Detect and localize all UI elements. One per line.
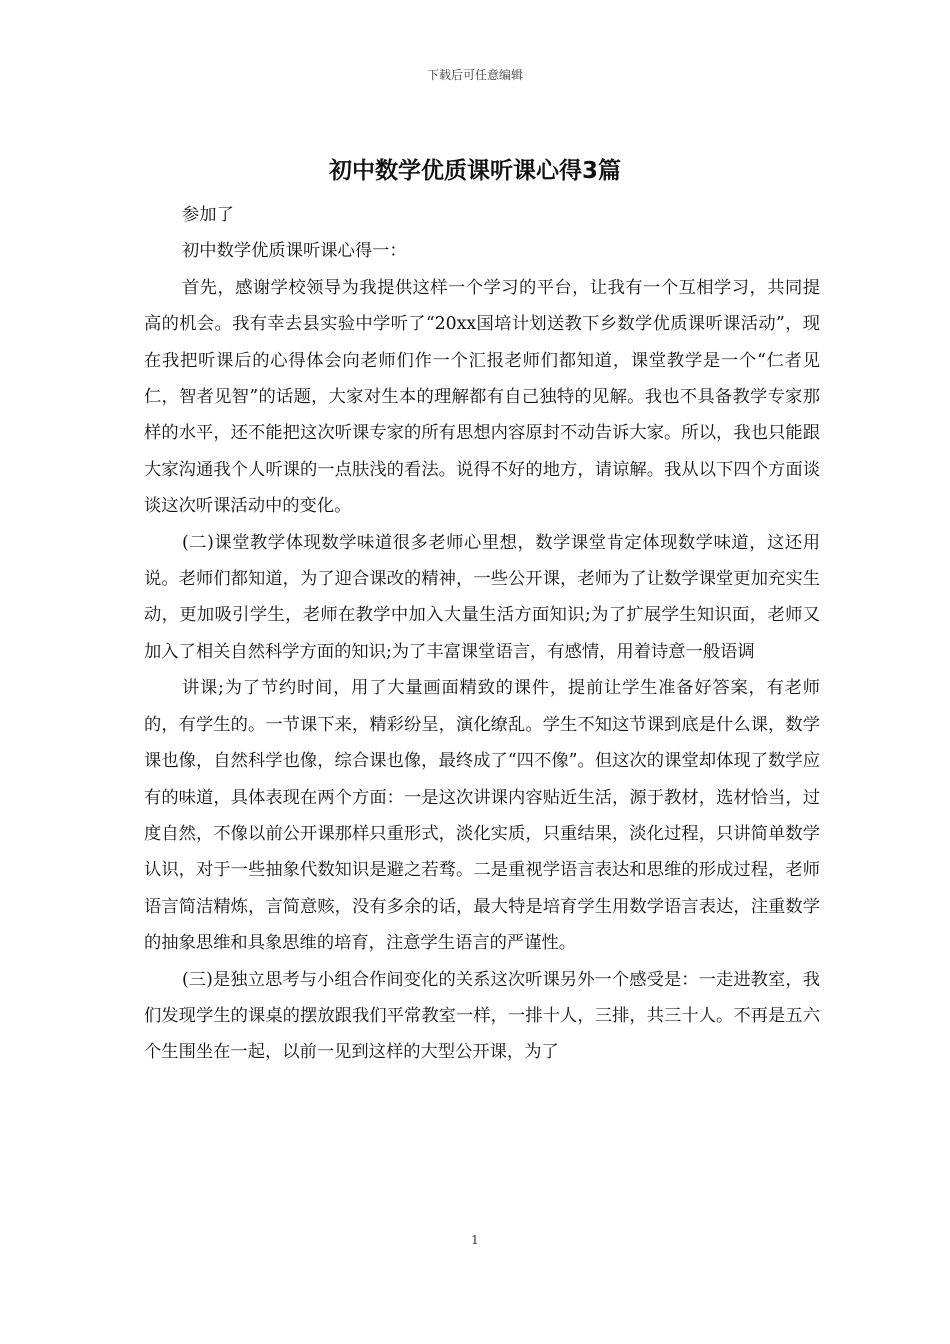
- document-body: [144, 197, 820, 1071]
- document-title: 初中数学优质课听课心得3篇: [328, 158, 621, 184]
- paragraph-intro: 参加了: [182, 205, 234, 225]
- paragraph-opening: 首先，感谢学校领导为我提供这样一个学习的平台，让我有一个互相学习，共同提高的机会。我有幸去县实验中学听了“20xx国培计划送教下乡数学优质课听课活动”，现在我把听课后的心得体会向老师们作一个汇报老师们都知道，课堂教学是一个“仁者见仁，智者见智”的话题，大家对生本的理解都有自己独特的见解。我也不具备教学专家那样的水平，还不能把这次听课专家的所有思想内容原封不动告诉大家。所以，我也只能跟大家沟通我个人听课的一点肤浅的看法。说得不好的地方，请谅解。我从以下四个方面谈谈这次听课活动中的变化。: [144, 277, 820, 517]
- paragraph-part-two: (二)课堂教学体现数学味道很多老师心里想，数学课堂肯定体现数学味道，这还用说。老师们都知道，为了迎合课改的精神，一些公开课，老师为了让数学课堂更加充实生动，更加吸引学生，老师在教学中加入大量生活方面知识;为了扩展学生知识面，老师又加入了相关自然科学方面的知识;为了丰富课堂语言，有感情，用着诗意一般语调: [144, 532, 820, 662]
- paragraph-part-three: (三)是独立思考与小组合作间变化的关系这次听课另外一个感受是：一走进教室，我们发现学生的课桌的摆放跟我们平常教室一样，一排十人，三排，共三十人。不再是五六个生围坐在一起，以前一见到这样的大型公开课，为了: [144, 969, 820, 1063]
- paragraph-section-heading: 初中数学优质课听课心得一：: [182, 241, 407, 262]
- page-number: 1: [471, 1233, 479, 1247]
- paragraph-part-two-continued: 讲课;为了节约时间，用了大量画面精致的课件，提前让学生准备好答案，有老师的，有学生的。一节课下来，精彩纷呈，演化缭乱。学生不知这节课到底是什么课，数学课也像，自然科学也像，综合课也像，最终成了“四不像”。但这次的课堂却体现了数学应有的味道，具体表现在两个方面：一是这次讲课内容贴近生活，源于教材，选材恰当，过度自然，不像以前公开课那样只重形式，淡化实质，只重结果，淡化过程，只讲简单数学认识，对于一些抽象代数知识是避之若骛。二是重视学语言表达和思维的形成过程，老师语言简洁精炼，言简意赅，没有多余的话，最大特是培育学生用数学语言表达，注重数学的抽象思维和具象思维的培育，注意学生语言的严谨性。: [144, 678, 820, 954]
- header-note: 下载后可任意编辑: [426, 68, 523, 82]
